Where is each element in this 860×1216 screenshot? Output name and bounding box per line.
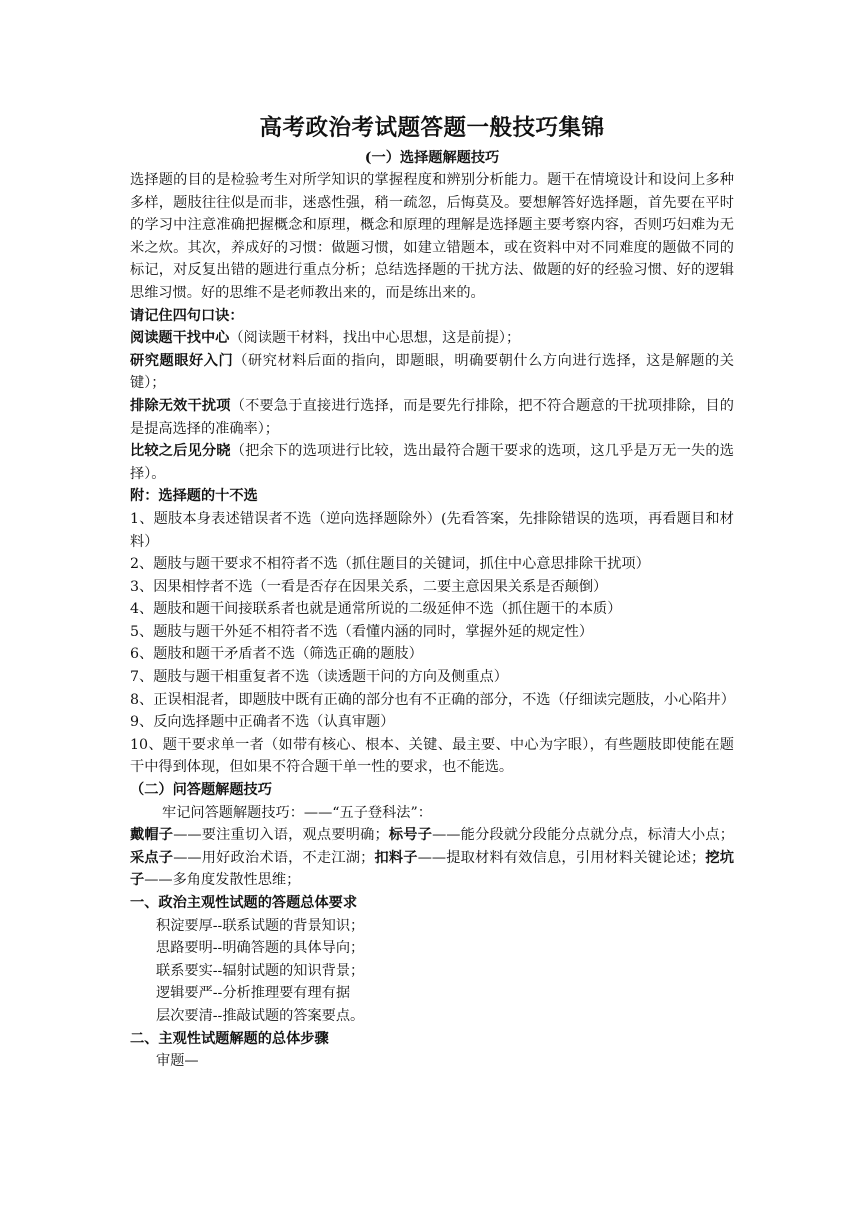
remember-heading: 请记住四句口诀： bbox=[130, 307, 244, 324]
method-text: ——用好政治术语，不走江湖； bbox=[173, 849, 375, 866]
step-item: 审题— bbox=[156, 1053, 199, 1070]
section-heading-overall-steps: 二、主观性试题解题的总体步骤 bbox=[130, 1030, 329, 1047]
requirement-item: 思路要明--明确答题的具体导向； bbox=[156, 940, 365, 957]
method-key: 戴帽子 bbox=[130, 827, 174, 844]
method-text: ——要注重切入语，观点要明确； bbox=[173, 827, 389, 844]
tip-text: （研究材料后面的指向，即题眼，明确要朝什么方向进行选择，这是解题的关键）； bbox=[130, 352, 734, 392]
rule-item: 9、反向选择题中正确者不选（认真审题） bbox=[130, 714, 395, 731]
method-key: 标号子 bbox=[388, 827, 433, 844]
rule-item: 5、题肢与题干外延不相符者不选（看懂内涵的同时，掌握外延的规定性） bbox=[130, 623, 594, 640]
tip-text: （把余下的选项进行比较，选出最符合题干要求的选项，这几乎是万无一失的选择）。 bbox=[130, 443, 734, 482]
tip-key: 排除无效干扰项 bbox=[130, 397, 231, 414]
document-page bbox=[130, 112, 734, 1073]
rule-item: 7、题肢与题干相重复者不选（读透题干问的方向及侧重点） bbox=[130, 669, 508, 686]
method-text: ——提取材料有效信息，引用材料关键论述； bbox=[417, 849, 706, 866]
tip-text: （不要急于直接进行选择，而是要先行排除，把不符合题意的干扰项排除，目的是提高选择的准确率）； bbox=[130, 397, 734, 437]
rule-item: 2、题肢与题干要求不相符者不选（抓住题目的关键词，抓住中心意思排除干扰项） bbox=[130, 556, 650, 573]
tip-key: 研究题眼好入门 bbox=[130, 352, 234, 369]
method-text: ——能分段就分段能分点就分点，标清大小点； bbox=[432, 827, 734, 844]
section-heading-overall-requirements: 一、政治主观性试题的答题总体要求 bbox=[130, 895, 358, 911]
tip-item bbox=[130, 395, 734, 440]
tip-item bbox=[130, 327, 734, 350]
requirement-item: 层次要清--推敲试题的答案要点。 bbox=[156, 1007, 365, 1024]
tip-key: 阅读题干找中心 bbox=[130, 330, 230, 347]
requirement-item: 逻辑要严--分析推理要有理有据 bbox=[156, 985, 351, 1002]
rule-item: 4、题肢和题干间接联系者也就是通常所说的二级延伸不选（抓住题干的本质） bbox=[130, 601, 622, 618]
rule-item: 3、因果相悖者不选（一看是否存在因果关系，二要主意因果关系是否颠倒） bbox=[130, 578, 608, 595]
rule-item: 1、题肢本身表述错误者不选（逆向选择题除外）(先看答案，先排除错误的选项，再看题目和材料） bbox=[130, 510, 734, 550]
rule-item: 6、题肢和题干矛盾者不选（筛选正确的题肢） bbox=[130, 646, 423, 663]
intro-paragraph: 选择题的目的是检验考生对所学知识的掌握程度和辨别分析能力。题干在情境设计和设问上多种多样，题肢往往似是而非，迷惑性强，稍一疏忽，后悔莫及。要想解答好选择题，首先要在平时的学习中注意准确把握概念和原理，概念和原理的理解是选择题主要考察内容，否则巧妇难为无米之炊。其次，养成好的习惯：做题习惯，如建立错题本，或在资料中对不同难度的题做不同的标记，对反复出错的题进行重点分析；总结选择题的干扰方法、做题的好的经验习惯、好的逻辑思维习惯。好的思维不是老师教出来的，而是练出来的。 bbox=[130, 172, 734, 301]
tip-item bbox=[130, 350, 734, 395]
method-key: 扣料子 bbox=[374, 849, 418, 866]
method-key: 采点子 bbox=[130, 849, 174, 866]
tip-key: 比较之后见分晓 bbox=[130, 443, 231, 460]
requirement-item: 联系要实--辐射试题的知识背景； bbox=[156, 962, 365, 979]
method-key: 挖坑子 bbox=[130, 849, 734, 889]
section-heading-multiple-choice: (一）选择题解题技巧 bbox=[364, 150, 500, 166]
tip-text: （阅读题干材料，找出中心思想，这是前提）； bbox=[229, 330, 521, 347]
five-methods-paragraph bbox=[130, 824, 734, 892]
appendix-heading: 附：选择题的十不选 bbox=[130, 488, 258, 505]
tip-item bbox=[130, 440, 734, 485]
essay-motto: 牢记问答题解题技巧：——“五子登科法”： bbox=[162, 804, 432, 821]
method-text: ——多角度发散性思维； bbox=[144, 872, 301, 889]
rule-item: 8、正误相混者，即题肢中既有正确的部分也有不正确的部分，不选（仔细读完题肢，小心陷井） bbox=[130, 691, 735, 708]
document-title: 高考政治考试题答题一般技巧集锦 bbox=[259, 115, 605, 141]
section-heading-essay: （二）问答题解题技巧 bbox=[130, 782, 272, 799]
requirement-item: 积淀要厚--联系试题的背景知识； bbox=[156, 917, 365, 934]
rule-item: 10、题干要求单一者（如带有核心、根本、关键、最主要、中心为字眼），有些题肢即使能在题干中得到体现，但如果不符合题干单一性的要求，也不能选。 bbox=[130, 736, 734, 776]
